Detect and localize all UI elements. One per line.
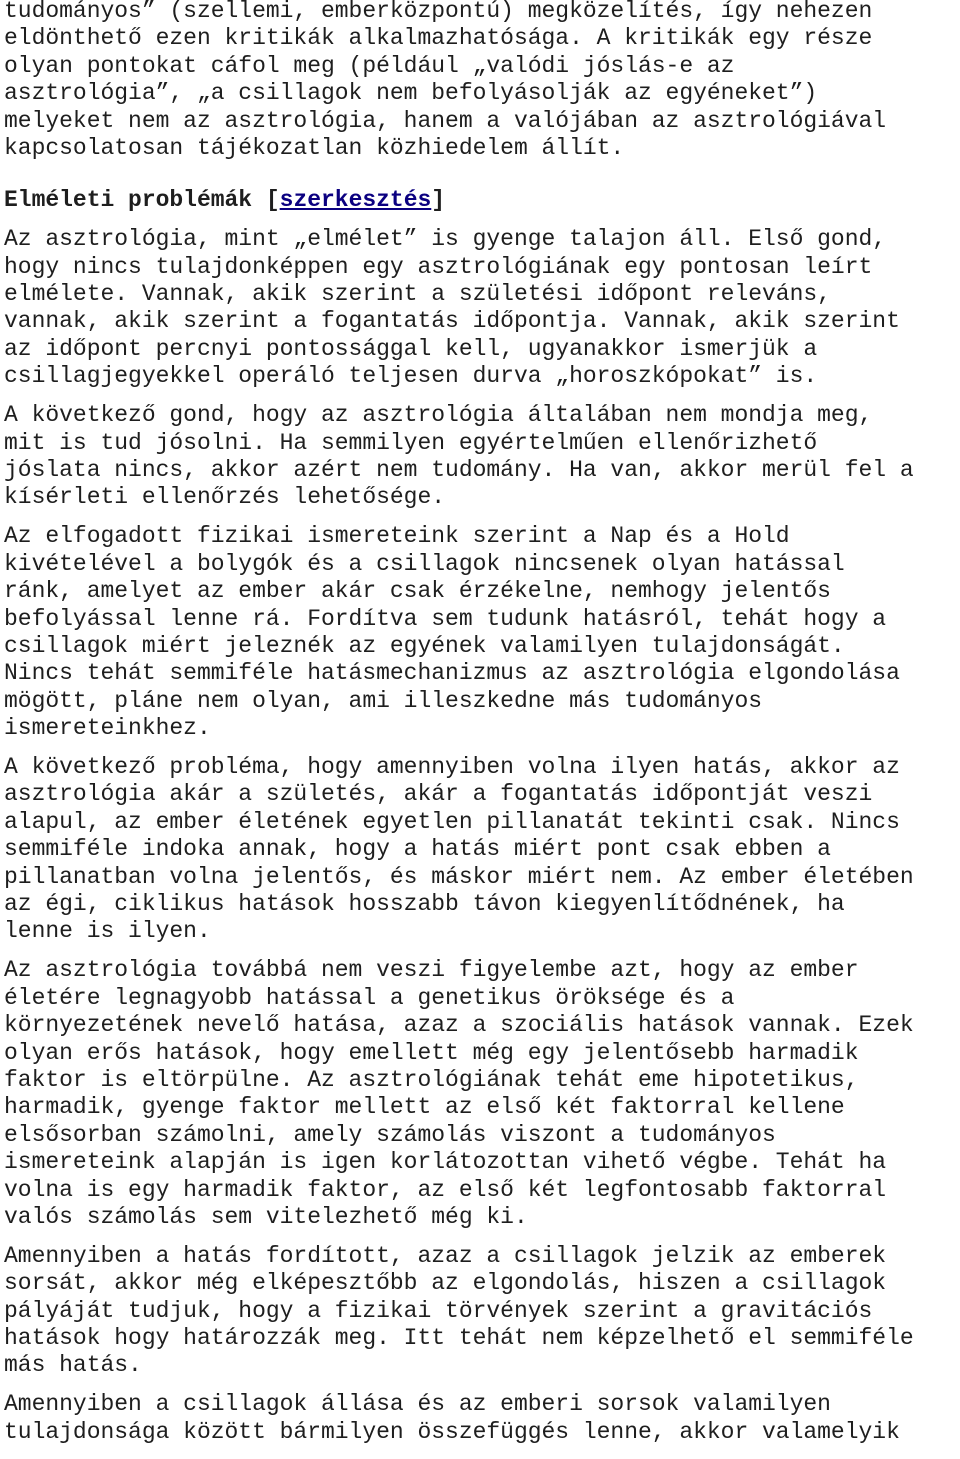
paragraph-moment: [4, 754, 960, 946]
text-line: kísérleti ellenőrzés lehetősége.: [4, 484, 446, 511]
text-line: harmadik, gyenge faktor mellett az első két faktorral kellene: [4, 1094, 845, 1121]
text-line: kapcsolatosan tájékozatlan közhiedelem állít.: [4, 134, 625, 161]
text-line: valós számolás sem vitelezhető még ki.: [4, 1203, 528, 1230]
text-line: Az asztrológia továbbá nem veszi figyelembe azt, hogy az ember: [4, 957, 859, 984]
paragraph-physics: [4, 523, 960, 742]
text-line: olyan erős hatások, hogy emellett még egy jelentősebb harmadik: [4, 1039, 859, 1066]
section-title: Elméleti problémák: [4, 187, 253, 214]
paragraph-correlation: [4, 1391, 960, 1446]
text-line: ránk, amelyet az ember akár csak érzékelne, nemhogy jelentős: [4, 578, 831, 605]
text-line: A következő gond, hogy az asztrológia általában nem mondja meg,: [4, 402, 873, 429]
text-line: volna is egy harmadik faktor, az első két legfontosabb faktorral: [4, 1176, 887, 1203]
text-line: tulajdonsága között bármilyen összefüggés lenne, akkor valamelyik: [4, 1418, 900, 1445]
section-heading: [4, 187, 960, 214]
text-line: mögött, pláne nem olyan, ami illeszkedne más tudományos: [4, 687, 763, 714]
edit-bracket-open: [: [252, 187, 280, 214]
text-line: jóslata nincs, akkor azért nem tudomány. Ha van, akkor merül fel a: [4, 456, 914, 483]
text-line: befolyással lenne rá. Fordítva sem tudunk hatásról, tehát hogy a: [4, 605, 887, 632]
text-line: Amennyiben a hatás fordított, azaz a csillagok jelzik az emberek: [4, 1242, 887, 1269]
paragraph-reverse: [4, 1243, 960, 1380]
text-line: életére legnagyobb hatással a genetikus öröksége és a: [4, 984, 735, 1011]
text-line: melyeket nem az asztrológia, hanem a valójában az asztrológiával: [4, 107, 887, 134]
text-line: Az asztrológia, mint „elmélet” is gyenge talajon áll. Első gond,: [4, 226, 887, 253]
text-line: az égi, ciklikus hatások hosszabb távon kiegyenlítődnének, ha: [4, 891, 845, 917]
text-line: kivételével a bolygók és a csillagok nincsenek olyan hatással: [4, 550, 845, 577]
text-line: alapul, az ember életének egyetlen pillanatát tekinti csak. Nincs: [4, 808, 900, 835]
text-line: vannak, akik szerint a fogantatás időpontja. Vannak, akik szerint: [4, 308, 900, 335]
text-line: lenne is ilyen.: [4, 918, 211, 945]
edit-bracket-close: ]: [431, 187, 446, 214]
text-line: hatások hogy határozzák meg. Itt tehát nem képzelhető el semmiféle: [4, 1325, 914, 1352]
text-line: sorsát, akkor még elképesztőbb az elgondolás, hiszen a csillagok: [4, 1270, 887, 1297]
text-line: olyan pontokat cáfol meg (például „valódi jóslás-e az: [4, 52, 735, 79]
text-line: pillanatban volna jelentős, és máskor miért nem. Az ember életében: [4, 863, 914, 890]
paragraph-factors: [4, 957, 960, 1231]
article-body: [4, 0, 960, 1458]
text-line: más hatás.: [4, 1352, 142, 1379]
text-line: csillagjegyekkel operáló teljesen durva „horoszkópokat” is.: [4, 363, 818, 390]
paragraph-theory: [4, 226, 960, 390]
text-line: Nincs tehát semmiféle hatásmechanizmus az asztrológia elgondolása: [4, 660, 900, 687]
text-line: faktor is eltörpülne. Az asztrológiának tehát eme hipotetikus,: [4, 1066, 859, 1093]
text-line: elmélete. Vannak, akik szerint a születési időpont releváns,: [4, 281, 831, 308]
text-line: asztrológia akár a születés, akár a fogantatás időpontját veszi: [4, 781, 873, 808]
text-line: pályáját tudjuk, hogy a fizikai törvények szerint a gravitációs: [4, 1297, 873, 1324]
edit-section-link[interactable]: szerkesztés: [279, 187, 432, 214]
text-line: környezetének nevelő hatása, azaz a szociális hatások vannak. Ezek: [4, 1012, 914, 1039]
text-line: A következő probléma, hogy amennyiben volna ilyen hatás, akkor az: [4, 754, 900, 781]
paragraph-prediction: [4, 402, 960, 512]
text-line: tudományos” (szellemi, emberközpontú) megközelítés, így nehezen: [4, 0, 873, 24]
text-line: az időpont percnyi pontossággal kell, ugyanakkor ismerjük a: [4, 335, 818, 362]
text-line: csillagok miért jeleznék az egyének valamilyen tulajdonságát.: [4, 632, 845, 659]
text-line: Az elfogadott fizikai ismereteink szerint a Nap és a Hold: [4, 523, 790, 550]
text-line: asztrológia”, „a csillagok nem befolyásolják az egyéneket”): [4, 80, 818, 107]
text-line: ismereteinkhez.: [4, 715, 211, 742]
intro-paragraph: [4, 0, 960, 162]
text-line: semmiféle indoka annak, hogy a hatás miért pont csak ebben a: [4, 836, 831, 863]
text-line: Amennyiben a csillagok állása és az emberi sorsok valamilyen: [4, 1391, 831, 1418]
text-line: eldönthető ezen kritikák alkalmazhatósága. A kritikák egy része: [4, 25, 873, 52]
text-line: elsősorban számolni, amely számolás viszont a tudományos: [4, 1121, 776, 1148]
text-line: ismereteink alapján is igen korlátozottan vihető végbe. Tehát ha: [4, 1149, 887, 1176]
text-line: hogy nincs tulajdonképpen egy asztrológiának egy pontosan leírt: [4, 253, 873, 280]
text-line: mit is tud jósolni. Ha semmilyen egyértelműen ellenőrizhető: [4, 429, 818, 456]
